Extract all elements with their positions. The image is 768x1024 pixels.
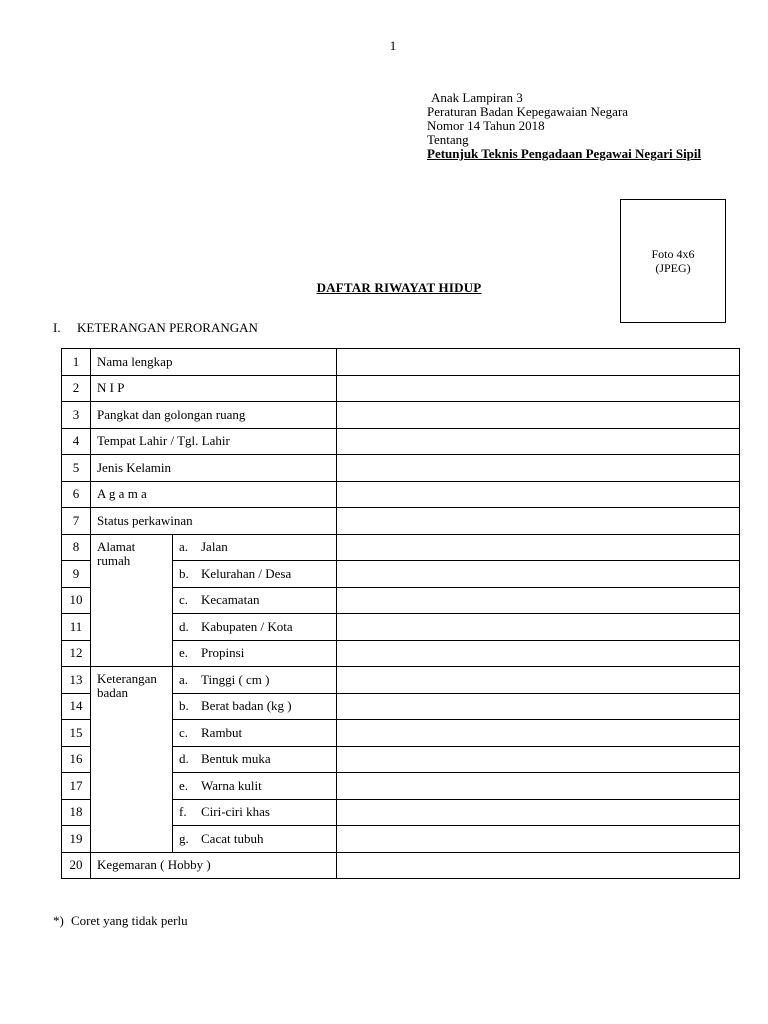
table-row (62, 455, 740, 482)
item-label: Jalan (201, 539, 228, 555)
photo-format-label: (JPEG) (655, 261, 691, 275)
row-number: 2 (62, 375, 91, 402)
row-label: Jenis Kelamin (91, 455, 337, 482)
section-heading (53, 320, 258, 336)
item-letter: e. (179, 645, 189, 661)
address-group-label-line1: Alamat (97, 538, 136, 554)
item-letter: g. (179, 830, 189, 846)
section-number: I. (53, 320, 61, 335)
photo-size-label: Foto 4x6 (651, 247, 695, 261)
row-label: Status perkawinan (91, 508, 337, 535)
document-title: DAFTAR RIWAYAT HIDUP (316, 280, 482, 295)
item-label: Ciri-ciri khas (201, 804, 270, 820)
marital-status-field[interactable] (337, 508, 740, 535)
row-label: Pangkat dan golongan ruang (91, 402, 337, 429)
row-label (173, 561, 337, 588)
row-label: Nama lengkap (91, 349, 337, 376)
row-label: A g a m a (91, 481, 337, 508)
item-label: Kabupaten / Kota (201, 618, 293, 634)
village-field[interactable] (337, 561, 740, 588)
personal-info-table (61, 348, 740, 879)
item-label: Tinggi ( cm ) (201, 671, 270, 687)
row-label (173, 667, 337, 694)
row-label (173, 773, 337, 800)
annex-regarding: Tentang (427, 132, 469, 147)
skin-color-field[interactable] (337, 773, 740, 800)
row-number: 19 (62, 826, 91, 853)
row-label (173, 587, 337, 614)
gender-field[interactable] (337, 455, 740, 482)
province-field[interactable] (337, 640, 740, 667)
item-label: Kelurahan / Desa (201, 565, 292, 581)
district-field[interactable] (337, 587, 740, 614)
row-label: N I P (91, 375, 337, 402)
address-group-label-line2: rumah (97, 552, 131, 568)
full-name-field[interactable] (337, 349, 740, 376)
row-number: 8 (62, 534, 91, 561)
item-label: Bentuk muka (201, 751, 271, 767)
hobby-field[interactable] (337, 852, 740, 879)
page-number: 1 (389, 38, 397, 53)
row-label (173, 640, 337, 667)
table-row (62, 428, 740, 455)
address-group-label (91, 534, 173, 667)
hair-field[interactable] (337, 720, 740, 747)
table-row (62, 667, 740, 694)
row-number: 18 (62, 799, 91, 826)
item-label: Rambut (201, 724, 243, 740)
item-label: Kecamatan (201, 592, 260, 608)
item-letter: f. (179, 804, 187, 820)
row-number: 1 (62, 349, 91, 376)
item-letter: c. (179, 724, 189, 740)
item-letter: c. (179, 592, 189, 608)
street-field[interactable] (337, 534, 740, 561)
row-number: 5 (62, 455, 91, 482)
row-number: 13 (62, 667, 91, 694)
row-number: 16 (62, 746, 91, 773)
table-row (62, 534, 740, 561)
body-group-label-line1: Keterangan (97, 671, 157, 686)
rank-grade-field[interactable] (337, 402, 740, 429)
item-label: Warna kulit (201, 777, 262, 793)
row-number: 12 (62, 640, 91, 667)
row-number: 17 (62, 773, 91, 800)
table-row (62, 852, 740, 879)
row-label (173, 693, 337, 720)
row-label (173, 799, 337, 826)
row-number: 3 (62, 402, 91, 429)
row-number: 9 (62, 561, 91, 588)
footnote-text: Coret yang tidak perlu (71, 913, 188, 928)
row-label (173, 746, 337, 773)
distinctive-marks-field[interactable] (337, 799, 740, 826)
religion-field[interactable] (337, 481, 740, 508)
body-group-label-line2: badan (97, 685, 129, 700)
regency-city-field[interactable] (337, 614, 740, 641)
photo-placeholder[interactable] (620, 199, 726, 323)
disability-field[interactable] (337, 826, 740, 853)
item-letter: b. (179, 565, 189, 581)
row-number: 7 (62, 508, 91, 535)
row-number: 4 (62, 428, 91, 455)
birth-place-date-field[interactable] (337, 428, 740, 455)
item-label: Cacat tubuh (201, 830, 264, 846)
nip-field[interactable] (337, 375, 740, 402)
section-label: KETERANGAN PERORANGAN (77, 320, 258, 335)
item-label: Propinsi (201, 645, 245, 661)
annex-number: Nomor 14 Tahun 2018 (427, 118, 545, 133)
body-group-label (91, 667, 173, 853)
item-letter: e. (179, 777, 189, 793)
weight-field[interactable] (337, 693, 740, 720)
table-row (62, 375, 740, 402)
item-letter: a. (179, 671, 189, 687)
item-letter: d. (179, 618, 189, 634)
row-label (173, 614, 337, 641)
item-letter: d. (179, 751, 189, 767)
row-number: 15 (62, 720, 91, 747)
height-field[interactable] (337, 667, 740, 694)
footnote-mark: *) (53, 913, 64, 928)
annex-title: Anak Lampiran 3 (431, 90, 523, 105)
row-label (173, 826, 337, 853)
row-label: Kegemaran ( Hobby ) (91, 852, 337, 879)
table-row (62, 481, 740, 508)
row-number: 20 (62, 852, 91, 879)
row-number: 11 (62, 614, 91, 641)
table-row (62, 349, 740, 376)
annex-subject: Petunjuk Teknis Pengadaan Pegawai Negari Sipil (427, 146, 702, 161)
table-row (62, 508, 740, 535)
face-shape-field[interactable] (337, 746, 740, 773)
row-label (173, 720, 337, 747)
annex-regulation: Peraturan Badan Kepegawaian Negara (427, 104, 629, 119)
annex-header (427, 91, 701, 161)
item-label: Berat badan (kg ) (201, 698, 292, 714)
table-row (62, 402, 740, 429)
footnote (53, 913, 188, 929)
row-number: 6 (62, 481, 91, 508)
row-label: Tempat Lahir / Tgl. Lahir (91, 428, 337, 455)
row-label (173, 534, 337, 561)
row-number: 10 (62, 587, 91, 614)
item-letter: b. (179, 698, 189, 714)
item-letter: a. (179, 539, 189, 555)
row-number: 14 (62, 693, 91, 720)
